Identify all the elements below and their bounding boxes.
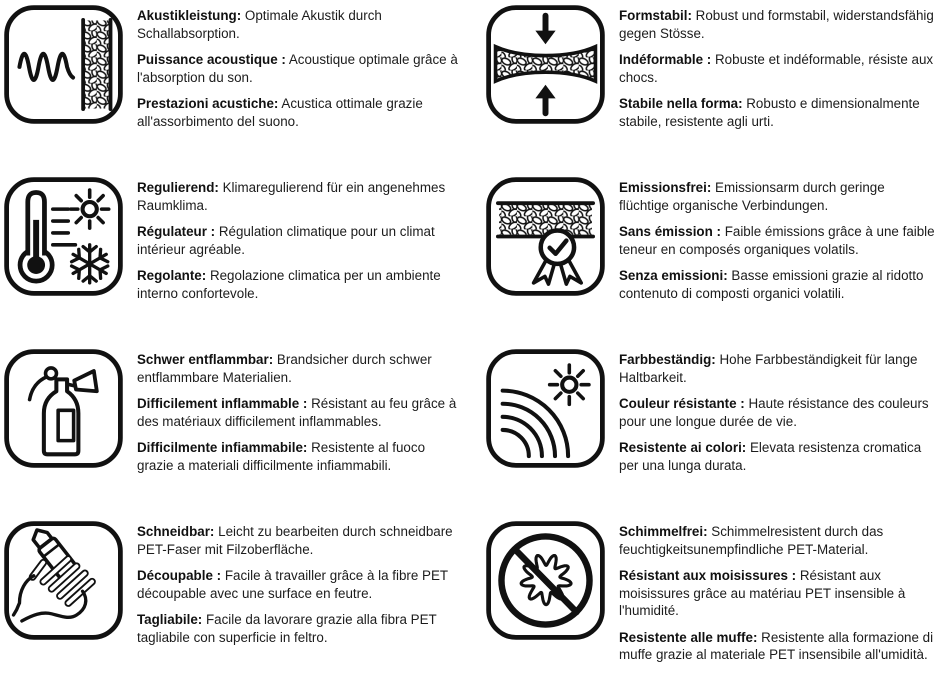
feature-text	[619, 177, 936, 311]
feature-label-it: Resistente ai colori:	[619, 440, 747, 456]
feature-label-fr: Sans émission :	[619, 224, 721, 240]
feature-paragraph-fr: Régulateur : Régulation climatique pour un climat intérieur agréable.	[137, 224, 435, 257]
feature-paragraph-fr: Découpable : Facile à travailler grâce à la fibre PET découpable avec une surface en feutre.	[137, 568, 448, 601]
feature-label-fr: Puissance acoustique :	[137, 52, 286, 68]
feature-label-de: Emissionsfrei:	[619, 180, 712, 195]
feature-paragraph-de: Schneidbar: Leicht zu bearbeiten durch schneidbare PET-Faser mit Filzoberfläche.	[137, 524, 453, 557]
feature-paragraph-it: Difficilmente infiammabile: Resistente al fuoco grazie a materiali difficilmente infiammabili.	[137, 440, 426, 473]
color-fastness-rainbow-sun-icon	[486, 349, 605, 468]
feature-label-de: Farbbeständig:	[619, 352, 716, 367]
low-emission-certificate-icon	[486, 177, 605, 296]
feature-label-de: Schneidbar:	[137, 524, 215, 539]
feature-label-fr: Découpable :	[137, 568, 222, 584]
feature-paragraph-de: Akustikleistung: Optimale Akustik durch Schallabsorption.	[137, 8, 382, 41]
feature-paragraph-it: Regolante: Regolazione climatica per un ambiente interno confortevole.	[137, 268, 441, 301]
feature-label-it: Stabile nella forma:	[619, 96, 743, 112]
feature-paragraph-de: Schimmelfrei: Schimmelresistent durch das feuchtigkeitsunempfindliche PET-Material.	[619, 524, 884, 557]
feature-paragraph-fr: Puissance acoustique : Acoustique optimale grâce à l'absorption du son.	[137, 52, 458, 85]
feature-paragraph-de: Farbbeständig: Hohe Farbbeständigkeit für lange Haltbarkeit.	[619, 352, 918, 385]
feature-label-it: Tagliabile:	[137, 612, 203, 628]
feature-card-mold-free	[468, 521, 936, 693]
feature-text	[619, 349, 936, 483]
feature-paragraph-it: Tagliabile: Facile da lavorare grazie alla fibra PET tagliabile con superficie in feltro.	[137, 612, 437, 645]
feature-paragraph-it: Senza emissioni: Basse emissioni grazie al ridotto contenuto di composti organici volatili.	[619, 268, 924, 301]
feature-label-de: Formstabil:	[619, 8, 692, 23]
feature-label-it: Prestazioni acustiche:	[137, 96, 279, 112]
feature-paragraph-fr: Indéformable : Robuste et indéformable, résiste aux chocs.	[619, 52, 934, 85]
compression-arrows-icon	[486, 5, 605, 124]
feature-label-de: Akustikleistung:	[137, 8, 242, 23]
feature-paragraph-de: Regulierend: Klimaregulierend für ein angenehmes Raumklima.	[137, 180, 446, 213]
feature-text	[619, 521, 936, 673]
feature-label-de: Regulierend:	[137, 180, 219, 195]
feature-text	[137, 177, 463, 311]
rainbow-arcs-icon	[503, 391, 568, 456]
feature-label-it: Regolante:	[137, 268, 207, 284]
snowflake-icon	[72, 245, 108, 283]
feature-text	[137, 521, 463, 655]
feature-paragraph-fr: Résistant aux moisissures : Résistant aux moisissures grâce au matériau PET insensible à l'humidité.	[619, 568, 906, 619]
thermometer-climate-icon	[4, 177, 123, 296]
feature-label-it: Senza emissioni:	[619, 268, 728, 284]
feature-card-acoustic	[0, 5, 468, 177]
feature-text	[137, 349, 463, 483]
feature-paragraph-fr: Difficilement inflammable : Résistant au feu grâce à des matériaux difficilement inflammables.	[137, 396, 457, 429]
sun-icon	[71, 190, 109, 228]
feature-paragraph-it: Resistente ai colori: Elevata resistenza cromatica per una lunga durata.	[619, 440, 922, 473]
feature-label-it: Resistente alle muffe:	[619, 629, 758, 645]
feature-label-it: Difficilmente infiammabile:	[137, 440, 308, 456]
feature-label-de: Schwer entflammbar:	[137, 352, 274, 367]
feature-label-de: Schimmelfrei:	[619, 524, 708, 539]
feature-paragraph-it: Resistente alle muffe: Resistente alla formazione di muffe grazie al materiale PET insensibile all'umidità.	[619, 629, 934, 663]
hand-cutter-icon	[4, 521, 123, 640]
feature-paragraph-de: Formstabil: Robust und formstabil, widerstandsfähig gegen Stösse.	[619, 8, 934, 41]
feature-card-emission-free	[468, 177, 936, 349]
feature-label-fr: Indéformable :	[619, 52, 712, 68]
feature-paragraph-fr: Couleur résistante : Haute résistance des couleurs pour une longue durée de vie.	[619, 396, 929, 429]
sound-absorption-icon	[4, 5, 123, 124]
feature-label-fr: Résistant aux moisissures :	[619, 568, 797, 584]
feature-paragraph-it: Stabile nella forma: Robusto e dimensionalmente stabile, resistente agli urti.	[619, 96, 920, 129]
feature-text	[619, 5, 936, 139]
feature-paragraph-fr: Sans émission : Faible émissions grâce à une faible teneur en composés organiques volatils.	[619, 224, 935, 257]
sun-icon	[550, 365, 589, 404]
feature-card-form-stable	[468, 5, 936, 177]
feature-card-color-fast	[468, 349, 936, 521]
feature-card-cuttable	[0, 521, 468, 693]
feature-paragraph-it: Prestazioni acustiche: Acustica ottimale grazie all'assorbimento del suono.	[137, 96, 423, 129]
feature-label-fr: Couleur résistante :	[619, 396, 745, 412]
hand-fingers	[33, 559, 93, 603]
feature-paragraph-de: Emissionsfrei: Emissionsarm durch geringe flüchtige organische Verbindungen.	[619, 180, 885, 213]
feature-text	[137, 5, 463, 139]
no-mold-icon	[486, 521, 605, 640]
feature-card-flame-retardant	[0, 349, 468, 521]
feature-label-fr: Régulateur :	[137, 224, 216, 240]
feature-card-regulating	[0, 177, 468, 349]
feature-label-fr: Difficilement inflammable :	[137, 396, 308, 412]
feature-paragraph-de: Schwer entflammbar: Brandsicher durch schwer entflammbare Materialien.	[137, 352, 432, 385]
fire-extinguisher-icon	[4, 349, 123, 468]
